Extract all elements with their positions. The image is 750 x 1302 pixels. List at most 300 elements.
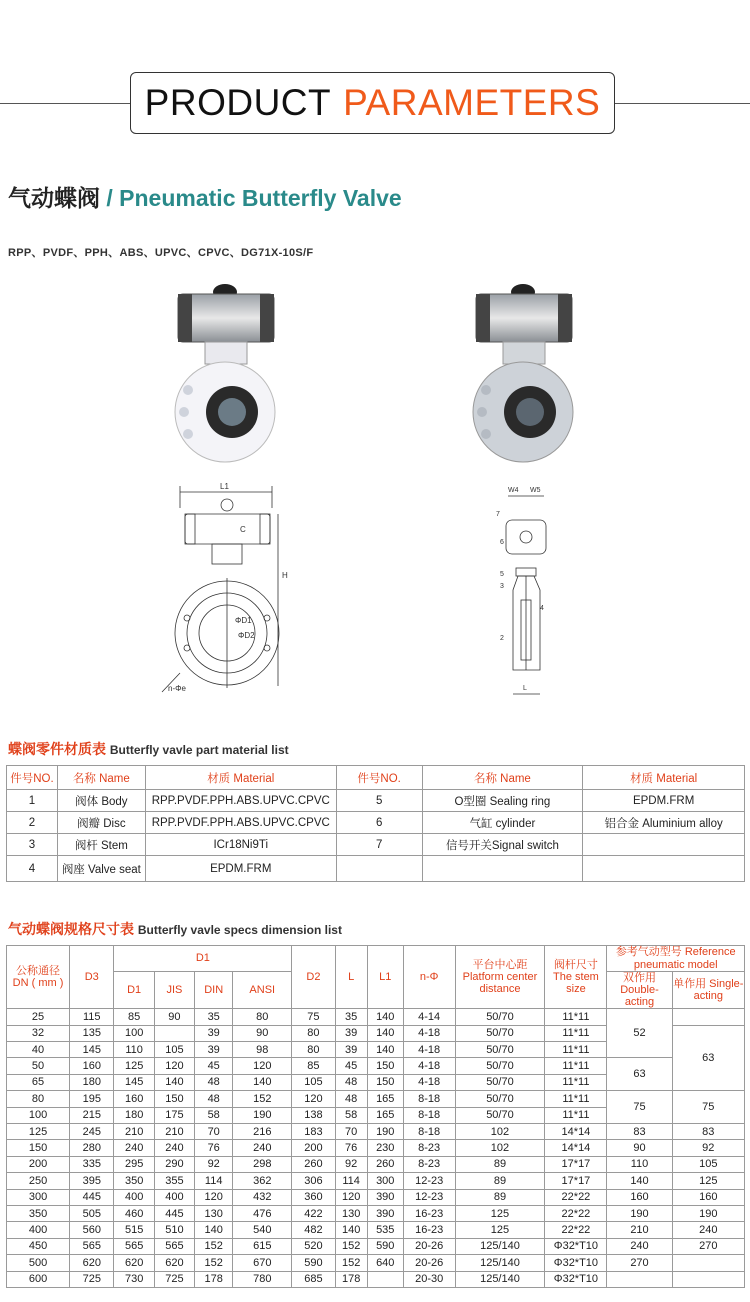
single-acting-cell: 240 <box>672 1222 744 1238</box>
cell: 105 <box>154 1042 194 1058</box>
cell: 160 <box>114 1091 154 1107</box>
cell: 22*22 <box>545 1189 607 1205</box>
cell: 48 <box>335 1074 367 1090</box>
cell: 300 <box>367 1173 403 1189</box>
label-n7: 7 <box>496 511 500 518</box>
cell: 11*11 <box>545 1009 607 1025</box>
cell: 50/70 <box>455 1009 545 1025</box>
cell: 32 <box>7 1025 70 1041</box>
table-row <box>7 1156 745 1172</box>
material-header-row <box>7 766 745 790</box>
single-acting-cell: 105 <box>672 1156 744 1172</box>
cell: 4 <box>7 856 58 882</box>
cell: 125/140 <box>455 1255 545 1271</box>
material-heading-en: Butterfly vavle part material list <box>109 743 289 757</box>
cell: 105 <box>292 1074 335 1090</box>
col-stem: 阀杆尺寸 The stem size <box>545 946 607 1009</box>
cell: 76 <box>335 1140 367 1156</box>
cell: 114 <box>335 1173 367 1189</box>
cell: 295 <box>114 1156 154 1172</box>
cell: 110 <box>114 1042 154 1058</box>
cell: 70 <box>335 1124 367 1140</box>
cell: 70 <box>195 1124 233 1140</box>
label-h: H <box>282 571 288 580</box>
cell: 7 <box>336 834 422 856</box>
cell: 120 <box>195 1189 233 1205</box>
cell: O型圈 Sealing ring <box>422 790 583 812</box>
cell: 400 <box>114 1189 154 1205</box>
cell: 50/70 <box>455 1058 545 1074</box>
cell: 640 <box>367 1255 403 1271</box>
cell: 14*14 <box>545 1140 607 1156</box>
cell: 125/140 <box>455 1271 545 1287</box>
label-d1: ΦD1 <box>235 616 252 625</box>
cell: 125 <box>455 1205 545 1221</box>
col-d2: D2 <box>292 946 335 1009</box>
single-acting-cell <box>672 1271 744 1287</box>
cell: 482 <box>292 1222 335 1238</box>
cell: 102 <box>455 1124 545 1140</box>
cell: 422 <box>292 1205 335 1221</box>
cell: 140 <box>367 1009 403 1025</box>
cell: 89 <box>455 1173 545 1189</box>
cell: 135 <box>70 1025 114 1041</box>
cell: 92 <box>335 1156 367 1172</box>
table-row <box>7 812 745 834</box>
page-title <box>8 180 402 213</box>
cell: 590 <box>292 1255 335 1271</box>
side-view-drawing <box>488 480 558 708</box>
cell: 450 <box>7 1238 70 1254</box>
cell: 395 <box>70 1173 114 1189</box>
cell: 500 <box>7 1255 70 1271</box>
front-view-drawing <box>160 478 300 706</box>
cell: 510 <box>154 1222 194 1238</box>
material-heading-cn: 蝶阀零件材质表 <box>8 741 106 757</box>
cell: ICr18Ni9Ti <box>145 834 336 856</box>
col-no: 件号NO. <box>7 766 58 790</box>
cell: 515 <box>114 1222 154 1238</box>
cell: 8-23 <box>403 1140 455 1156</box>
valve-photo-white <box>160 272 290 472</box>
cell: 150 <box>7 1140 70 1156</box>
cell: 39 <box>195 1025 233 1041</box>
cell: 50/70 <box>455 1025 545 1041</box>
cell: 125/140 <box>455 1238 545 1254</box>
label-n5: 5 <box>500 571 504 578</box>
single-acting-cell: 92 <box>672 1140 744 1156</box>
cell: 140 <box>335 1222 367 1238</box>
cell: 250 <box>7 1173 70 1189</box>
banner-line-right <box>614 103 750 104</box>
cell: 120 <box>154 1058 194 1074</box>
cell: 12-23 <box>403 1189 455 1205</box>
cell: 565 <box>70 1238 114 1254</box>
double-acting-cell: 75 <box>607 1091 672 1124</box>
cell: EPDM.FRM <box>583 790 745 812</box>
cell: 12-23 <box>403 1173 455 1189</box>
cell: 20-30 <box>403 1271 455 1287</box>
cell: 565 <box>154 1238 194 1254</box>
cell: 140 <box>154 1074 194 1090</box>
cell: 150 <box>367 1074 403 1090</box>
double-acting-cell: 240 <box>607 1238 672 1254</box>
cell: 98 <box>233 1042 292 1058</box>
cell: 58 <box>195 1107 233 1123</box>
cell: 230 <box>367 1140 403 1156</box>
cell: 信号开关Signal switch <box>422 834 583 856</box>
cell: 80 <box>233 1009 292 1025</box>
single-acting-cell: 160 <box>672 1189 744 1205</box>
cell: 445 <box>70 1189 114 1205</box>
cell: 280 <box>70 1140 114 1156</box>
cell: 11*11 <box>545 1025 607 1041</box>
cell: 150 <box>367 1058 403 1074</box>
col-ansi: ANSI <box>233 972 292 1009</box>
cell: 16-23 <box>403 1222 455 1238</box>
col-jis: JIS <box>154 972 194 1009</box>
cell: 215 <box>70 1107 114 1123</box>
cell: 17*17 <box>545 1156 607 1172</box>
label-w4: W4 <box>508 487 519 494</box>
double-acting-cell: 210 <box>607 1222 672 1238</box>
cell: 阀座 Valve seat <box>57 856 145 882</box>
table-row <box>7 1009 745 1025</box>
col-d1: D1 <box>114 972 154 1009</box>
cell <box>422 856 583 882</box>
cell: EPDM.FRM <box>145 856 336 882</box>
cell <box>367 1271 403 1287</box>
cell: 216 <box>233 1124 292 1140</box>
single-acting-cell: 125 <box>672 1173 744 1189</box>
cell: 1 <box>7 790 58 812</box>
cell: 725 <box>154 1271 194 1287</box>
cell: 8-18 <box>403 1091 455 1107</box>
cell: 4-18 <box>403 1042 455 1058</box>
cell: 40 <box>7 1042 70 1058</box>
cell: 80 <box>292 1025 335 1041</box>
single-acting-cell: 83 <box>672 1124 744 1140</box>
cell: 138 <box>292 1107 335 1123</box>
cell: 152 <box>233 1091 292 1107</box>
col-no-2: 件号NO. <box>336 766 422 790</box>
cell: Φ32*T10 <box>545 1255 607 1271</box>
col-material-2: 材质 Material <box>583 766 745 790</box>
cell: RPP.PVDF.PPH.ABS.UPVC.CPVC <box>145 812 336 834</box>
cell: 58 <box>335 1107 367 1123</box>
cell: 240 <box>233 1140 292 1156</box>
double-acting-cell: 83 <box>607 1124 672 1140</box>
cell <box>583 834 745 856</box>
cell: 210 <box>154 1124 194 1140</box>
col-name: 名称 Name <box>57 766 145 790</box>
cell: 130 <box>195 1205 233 1221</box>
cell: 阀瓣 Disc <box>57 812 145 834</box>
cell: 165 <box>367 1107 403 1123</box>
cell: 298 <box>233 1156 292 1172</box>
label-n6: 6 <box>500 539 504 546</box>
cell: 685 <box>292 1271 335 1287</box>
cell: 175 <box>154 1107 194 1123</box>
cell: 45 <box>335 1058 367 1074</box>
cell: 125 <box>7 1124 70 1140</box>
label-nphi: n-Φe <box>168 684 186 693</box>
double-acting-cell: 110 <box>607 1156 672 1172</box>
cell: 5 <box>336 790 422 812</box>
cell: 气缸 cylinder <box>422 812 583 834</box>
table-row <box>7 1255 745 1271</box>
cell: 22*22 <box>545 1205 607 1221</box>
cell: 85 <box>292 1058 335 1074</box>
cell: 35 <box>195 1009 233 1025</box>
cell: 476 <box>233 1205 292 1221</box>
cell: 240 <box>114 1140 154 1156</box>
cell: 20-26 <box>403 1238 455 1254</box>
single-acting-cell <box>672 1255 744 1271</box>
double-acting-cell: 190 <box>607 1205 672 1221</box>
spec-body <box>7 1009 745 1288</box>
cell <box>583 856 745 882</box>
material-heading <box>8 739 289 759</box>
label-n4: 4 <box>540 605 544 612</box>
table-row <box>7 1124 745 1140</box>
cell: 200 <box>7 1156 70 1172</box>
cell: 140 <box>195 1222 233 1238</box>
cell: 190 <box>233 1107 292 1123</box>
cell: 48 <box>195 1091 233 1107</box>
cell: 114 <box>195 1173 233 1189</box>
cell: 11*11 <box>545 1107 607 1123</box>
spec-heading-cn: 气动蝶阀规格尺寸表 <box>8 921 134 937</box>
cell: 780 <box>233 1271 292 1287</box>
double-acting-cell: 52 <box>607 1009 672 1058</box>
cell: 535 <box>367 1222 403 1238</box>
cell: 90 <box>154 1009 194 1025</box>
cell: 140 <box>367 1025 403 1041</box>
title-sep: / <box>100 185 120 211</box>
cell: 50/70 <box>455 1091 545 1107</box>
cell: 520 <box>292 1238 335 1254</box>
cell: 400 <box>154 1189 194 1205</box>
double-acting-cell: 160 <box>607 1189 672 1205</box>
cell: 22*22 <box>545 1222 607 1238</box>
col-ref: 参考气动型号 Reference pneumatic model <box>607 946 745 972</box>
cell: 48 <box>335 1091 367 1107</box>
cell: 11*11 <box>545 1091 607 1107</box>
table-row <box>7 1189 745 1205</box>
cell: 4-14 <box>403 1009 455 1025</box>
cell: 92 <box>195 1156 233 1172</box>
cell: 615 <box>233 1238 292 1254</box>
cell: 152 <box>195 1255 233 1271</box>
cell: 16-23 <box>403 1205 455 1221</box>
table-row <box>7 1238 745 1254</box>
cell: 3 <box>7 834 58 856</box>
double-acting-cell: 140 <box>607 1173 672 1189</box>
cell: 145 <box>70 1042 114 1058</box>
cell: 180 <box>114 1107 154 1123</box>
cell: 8-23 <box>403 1156 455 1172</box>
cell: 178 <box>195 1271 233 1287</box>
col-single: 单作用 Single-acting <box>672 972 744 1009</box>
cell: 50/70 <box>455 1074 545 1090</box>
cell <box>336 856 422 882</box>
cell: 4-18 <box>403 1074 455 1090</box>
spec-heading-en: Butterfly vavle specs dimension list <box>137 923 342 937</box>
label-l1: L1 <box>220 482 229 491</box>
double-acting-cell: 63 <box>607 1058 672 1091</box>
cell: 390 <box>367 1189 403 1205</box>
cell: 152 <box>335 1255 367 1271</box>
double-acting-cell: 90 <box>607 1140 672 1156</box>
cell: 432 <box>233 1189 292 1205</box>
single-acting-cell: 270 <box>672 1238 744 1254</box>
cell: 50 <box>7 1058 70 1074</box>
cell: 120 <box>335 1189 367 1205</box>
title-en: Pneumatic Butterfly Valve <box>119 185 402 211</box>
cell: 350 <box>114 1173 154 1189</box>
label-n3: 3 <box>500 583 504 590</box>
cell: 125 <box>114 1058 154 1074</box>
cell: 130 <box>335 1205 367 1221</box>
cell: 390 <box>367 1205 403 1221</box>
cell: 360 <box>292 1189 335 1205</box>
single-acting-cell: 75 <box>672 1091 744 1124</box>
cell: 670 <box>233 1255 292 1271</box>
cell: 565 <box>114 1238 154 1254</box>
cell: 120 <box>233 1058 292 1074</box>
cell: 620 <box>114 1255 154 1271</box>
label-c: C <box>240 525 246 534</box>
cell: 4-18 <box>403 1025 455 1041</box>
cell: 165 <box>367 1091 403 1107</box>
cell: 600 <box>7 1271 70 1287</box>
single-acting-cell <box>672 1009 744 1025</box>
cell: 8-18 <box>403 1107 455 1123</box>
cell: 140 <box>367 1042 403 1058</box>
cell: 160 <box>70 1058 114 1074</box>
label-w5: W5 <box>530 487 541 494</box>
label-l: L <box>523 685 527 692</box>
col-din: DIN <box>195 972 233 1009</box>
table-row <box>7 1222 745 1238</box>
cell: Φ32*T10 <box>545 1271 607 1287</box>
cell: 190 <box>367 1124 403 1140</box>
cell: 4-18 <box>403 1058 455 1074</box>
table-row <box>7 790 745 812</box>
table-row <box>7 1058 745 1074</box>
cell: Φ32*T10 <box>545 1238 607 1254</box>
table-row <box>7 1140 745 1156</box>
cell: 120 <box>292 1091 335 1107</box>
cell: 140 <box>233 1074 292 1090</box>
table-row <box>7 1091 745 1107</box>
banner <box>130 72 615 134</box>
banner-word-product: PRODUCT <box>144 82 332 123</box>
cell: 阀体 Body <box>57 790 145 812</box>
cell: 460 <box>114 1205 154 1221</box>
cell: 200 <box>292 1140 335 1156</box>
cell: 11*11 <box>545 1042 607 1058</box>
cell: 2 <box>7 812 58 834</box>
cell: 20-26 <box>403 1255 455 1271</box>
cell: 115 <box>70 1009 114 1025</box>
table-row <box>7 1205 745 1221</box>
cell: 306 <box>292 1173 335 1189</box>
cell: 100 <box>114 1025 154 1041</box>
cell: 152 <box>195 1238 233 1254</box>
cell: 80 <box>292 1042 335 1058</box>
col-l: L <box>335 946 367 1009</box>
col-l1: L1 <box>367 946 403 1009</box>
cell: 300 <box>7 1189 70 1205</box>
cell: 240 <box>154 1140 194 1156</box>
cell: 260 <box>292 1156 335 1172</box>
table-row <box>7 834 745 856</box>
banner-word-parameters: PARAMETERS <box>343 82 601 123</box>
cell: 35 <box>335 1009 367 1025</box>
col-d3: D3 <box>70 946 114 1009</box>
cell: 445 <box>154 1205 194 1221</box>
cell: 65 <box>7 1074 70 1090</box>
cell: 335 <box>70 1156 114 1172</box>
cell: 14*14 <box>545 1124 607 1140</box>
cell: 80 <box>7 1091 70 1107</box>
cell: 590 <box>367 1238 403 1254</box>
cell: 11*11 <box>545 1074 607 1090</box>
double-acting-cell: 270 <box>607 1255 672 1271</box>
col-platform: 平台中心距 Platform center distance <box>455 946 545 1009</box>
cell: 183 <box>292 1124 335 1140</box>
table-row <box>7 1271 745 1287</box>
material-variants: RPP、PVDF、PPH、ABS、UPVC、CPVC、DG71X-10S/F <box>8 247 314 259</box>
cell: 11*11 <box>545 1058 607 1074</box>
cell: 620 <box>154 1255 194 1271</box>
cell: 85 <box>114 1009 154 1025</box>
table-row <box>7 856 745 882</box>
col-d1-group: D1 <box>114 946 292 972</box>
cell: 17*17 <box>545 1173 607 1189</box>
valve-photo-grey <box>458 272 588 472</box>
cell: 50/70 <box>455 1107 545 1123</box>
cell: RPP.PVDF.PPH.ABS.UPVC.CPVC <box>145 790 336 812</box>
cell: 25 <box>7 1009 70 1025</box>
cell: 76 <box>195 1140 233 1156</box>
col-nphi: n-Φ <box>403 946 455 1009</box>
cell: 180 <box>70 1074 114 1090</box>
cell: 39 <box>335 1025 367 1041</box>
cell: 8-18 <box>403 1124 455 1140</box>
cell: 50/70 <box>455 1042 545 1058</box>
col-material: 材质 Material <box>145 766 336 790</box>
cell: 290 <box>154 1156 194 1172</box>
cell: 350 <box>7 1205 70 1221</box>
cell: 245 <box>70 1124 114 1140</box>
table-row <box>7 1173 745 1189</box>
cell: 89 <box>455 1189 545 1205</box>
material-table <box>6 765 745 882</box>
double-acting-cell <box>607 1271 672 1287</box>
cell: 6 <box>336 812 422 834</box>
col-double: 双作用 Double-acting <box>607 972 672 1009</box>
cell: 90 <box>233 1025 292 1041</box>
cell: 505 <box>70 1205 114 1221</box>
spec-table <box>6 945 745 1288</box>
label-d2: ΦD2 <box>238 631 255 640</box>
cell: 400 <box>7 1222 70 1238</box>
cell: 355 <box>154 1173 194 1189</box>
cell: 150 <box>154 1091 194 1107</box>
